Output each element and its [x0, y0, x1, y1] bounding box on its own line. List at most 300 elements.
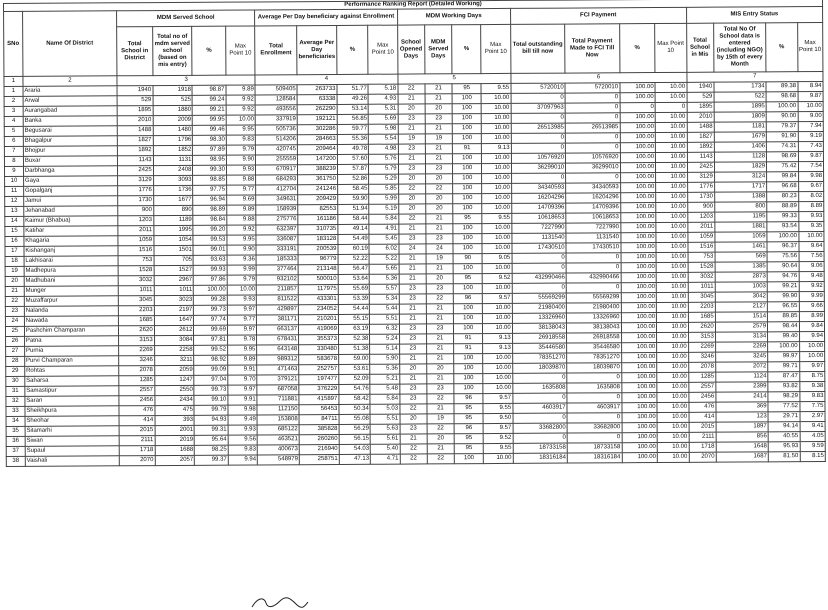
row-value-cell: 8.89	[798, 201, 824, 211]
row-value-cell: 1852	[153, 145, 193, 155]
row-value-cell: 75.56	[767, 252, 798, 262]
row-value-cell: 19	[398, 134, 425, 144]
row-value-cell: 1648	[716, 442, 768, 452]
row-value-cell: 262290	[297, 104, 337, 114]
row-value-cell: 414	[689, 412, 716, 422]
row-value-cell: 74.31	[766, 142, 797, 152]
row-value-cell: 100.00	[621, 263, 657, 273]
row-value-cell: 475	[155, 405, 195, 415]
row-value-cell: 5.40	[371, 444, 400, 454]
row-value-cell: 1181	[714, 122, 766, 132]
row-value-cell: 20	[426, 204, 453, 214]
row-value-cell: 0	[565, 113, 619, 123]
row-value-cell: 5.48	[370, 384, 399, 394]
row-value-cell: 330480	[299, 344, 339, 354]
row-value-cell: 10.00	[656, 222, 687, 232]
row-value-cell: 9.13	[483, 333, 512, 343]
row-value-cell: 711881	[257, 395, 299, 405]
row-value-cell: 3153	[688, 332, 715, 342]
row-value-cell: 420745	[256, 145, 298, 155]
row-sno: 37	[6, 446, 25, 456]
row-value-cell: 9.92	[227, 225, 256, 235]
row-value-cell: 1143	[687, 152, 714, 162]
row-value-cell: 2.97	[800, 411, 826, 421]
row-value-cell: 1388	[714, 192, 766, 202]
row-value-cell: 9.64	[799, 241, 825, 251]
row-value-cell: 49.78	[337, 144, 368, 154]
row-sno: 8	[4, 156, 23, 166]
row-value-cell: 5.24	[370, 334, 399, 344]
row-value-cell: 9.70	[228, 375, 257, 385]
row-value-cell: 10.00	[799, 351, 825, 361]
row-value-cell: 21	[425, 94, 452, 104]
row-value-cell: 2873	[715, 272, 767, 282]
row-value-cell: 98.69	[767, 152, 798, 162]
row-value-cell: 10.00	[655, 132, 686, 142]
row-value-cell: 5.54	[369, 134, 398, 144]
row-value-cell: 385828	[299, 424, 339, 434]
row-value-cell: 310735	[298, 224, 338, 234]
row-value-cell: 7.75	[799, 401, 825, 411]
row-district-name: Nawada	[24, 316, 118, 327]
row-sno: 22	[5, 296, 24, 306]
row-sno: 29	[6, 366, 25, 376]
row-value-cell: 1730	[118, 196, 154, 206]
row-district-name: Bhagalpur	[23, 136, 117, 147]
row-value-cell: 90.00	[766, 112, 797, 122]
row-value-cell: 6.02	[369, 244, 398, 254]
row-value-cell: 2019	[155, 435, 195, 445]
row-value-cell: 1203	[118, 216, 154, 226]
row-value-cell: 10.00	[656, 202, 687, 212]
row-district-name: Buxar	[23, 156, 117, 167]
row-value-cell: 1718	[689, 442, 716, 452]
row-value-cell: 5.31	[368, 104, 397, 114]
row-value-cell: 100.00	[621, 253, 657, 263]
row-value-cell: 505736	[255, 125, 297, 135]
row-value-cell: 1514	[715, 312, 767, 322]
row-value-cell: 35446580	[567, 343, 621, 353]
row-value-cell: 1011	[154, 285, 194, 295]
row-value-cell: 10.00	[657, 312, 688, 322]
row-value-cell: 100.00	[621, 313, 657, 323]
row-value-cell: 400673	[257, 445, 299, 455]
row-value-cell: 10.00	[655, 112, 686, 122]
row-value-cell: 26513985	[511, 123, 565, 133]
row-value-cell: 1796	[153, 135, 193, 145]
row-value-cell: 3093	[153, 175, 193, 185]
row-value-cell: 0	[512, 263, 566, 273]
row-value-cell: 9.79	[227, 275, 256, 285]
row-value-cell: 2015	[689, 422, 716, 432]
row-value-cell: 9.55	[483, 403, 512, 413]
row-value-cell: 1528	[118, 266, 154, 276]
row-sno: 27	[6, 346, 25, 356]
row-value-cell: 18039870	[567, 363, 621, 373]
row-value-cell: 99.71	[768, 362, 799, 372]
row-value-cell: 0	[566, 283, 620, 293]
row-value-cell: 1717	[714, 182, 766, 192]
row-value-cell: 2620	[688, 322, 715, 332]
row-value-cell: 10.00	[657, 382, 688, 392]
row-value-cell: 2057	[155, 455, 195, 465]
row-value-cell: 10.00	[482, 193, 511, 203]
row-value-cell: 255559	[256, 155, 298, 165]
row-value-cell: 9.88	[226, 175, 255, 185]
row-value-cell: 117975	[298, 284, 338, 294]
row-value-cell: 10.00	[226, 115, 255, 125]
row-value-cell: 17430510	[566, 243, 620, 253]
row-value-cell: 5.63	[370, 424, 399, 434]
row-value-cell: 100	[453, 304, 482, 314]
row-value-cell: 2111	[119, 436, 155, 446]
row-value-cell: 2967	[154, 275, 194, 285]
row-value-cell: 100.00	[621, 333, 657, 343]
row-district-name: Nalanda	[24, 306, 118, 317]
row-value-cell: 5.21	[370, 374, 399, 384]
row-value-cell: 252757	[299, 364, 339, 374]
row-value-cell: 856	[716, 432, 768, 442]
row-value-cell: 100.00	[621, 273, 657, 283]
row-district-name: Saran	[25, 396, 119, 407]
row-value-cell: 10.00	[657, 362, 688, 372]
row-value-cell: 100	[452, 134, 481, 144]
row-value-cell: 100.00	[622, 433, 658, 443]
row-value-cell: 355373	[299, 334, 339, 344]
row-value-cell: 4.91	[369, 224, 398, 234]
row-value-cell: 100.00	[620, 133, 656, 143]
row-value-cell: 5.14	[370, 344, 399, 354]
row-value-cell: 2258	[154, 345, 194, 355]
row-value-cell: 22	[398, 184, 425, 194]
row-value-cell: 10.00	[656, 292, 687, 302]
row-value-cell: 1059	[715, 232, 767, 242]
row-value-cell: 463521	[257, 435, 299, 445]
row-value-cell: 100.00	[621, 343, 657, 353]
row-value-cell: 23	[426, 234, 453, 244]
header-fci-max-point: Max Point 10	[655, 23, 687, 72]
row-value-cell: 9.19	[798, 131, 824, 141]
row-value-cell: 5.65	[369, 264, 398, 274]
row-value-cell: 21	[426, 214, 453, 224]
row-value-cell: 56.15	[339, 434, 370, 444]
row-district-name: Jehanabad	[24, 206, 118, 217]
row-value-cell: 1128	[714, 152, 766, 162]
row-value-cell: 8.94	[798, 81, 824, 91]
row-value-cell: 100	[454, 324, 483, 334]
group-fci-payment: FCI Payment	[510, 7, 686, 24]
row-value-cell: 10.00	[657, 342, 688, 352]
row-value-cell: 0	[511, 113, 565, 123]
row-value-cell: 1203	[687, 212, 714, 222]
row-value-cell: 23	[399, 334, 426, 344]
row-value-cell: 96.94	[193, 195, 227, 205]
row-value-cell: 10.00	[482, 233, 511, 243]
row-value-cell: 9.97	[227, 305, 256, 315]
row-value-cell: 94.76	[767, 272, 798, 282]
row-value-cell: 99.21	[767, 282, 798, 292]
row-sno: 18	[5, 256, 24, 266]
row-value-cell: 100.00	[620, 203, 656, 213]
row-value-cell: 23	[399, 294, 426, 304]
row-value-cell: 22	[427, 424, 454, 434]
row-value-cell: 91	[454, 344, 483, 354]
row-value-cell: 100.00	[622, 453, 658, 463]
group-avg-beneficiary: Average Per Day beneficiary against Enrollment	[255, 9, 397, 26]
row-value-cell: 58.45	[338, 184, 369, 194]
row-value-cell: 9.05	[482, 253, 511, 263]
row-value-cell: 192121	[297, 114, 337, 124]
row-value-cell: 9.52	[484, 433, 513, 443]
row-value-cell: 10.00	[483, 353, 512, 363]
row-value-cell: 52.38	[338, 334, 369, 344]
row-value-cell: 10.00	[657, 452, 688, 462]
row-value-cell: 9.83	[226, 135, 255, 145]
row-district-name: Rohtas	[25, 366, 119, 377]
row-value-cell: 158939	[256, 205, 298, 215]
row-value-cell: 23	[425, 164, 452, 174]
row-value-cell: 9.41	[800, 421, 826, 431]
row-district-name: Muzaffarpur	[24, 296, 118, 307]
row-value-cell: 100.00	[767, 232, 798, 242]
row-value-cell: 10.00	[798, 101, 824, 111]
row-value-cell: 99.46	[193, 125, 227, 135]
row-value-cell: 55569299	[566, 293, 620, 303]
row-value-cell: 59.77	[337, 124, 368, 134]
row-value-cell: 9.00	[798, 111, 824, 121]
row-value-cell: 99.97	[768, 352, 799, 362]
row-value-cell: 9.98	[798, 171, 824, 181]
row-value-cell: 97.74	[194, 315, 228, 325]
row-value-cell: 1829	[714, 162, 766, 172]
row-value-cell: 50.34	[339, 404, 370, 414]
row-value-cell: 8.99	[799, 311, 825, 321]
row-sno: 16	[5, 236, 24, 246]
row-value-cell: 21	[427, 374, 454, 384]
row-value-cell: 1685	[688, 312, 715, 322]
row-value-cell: 20	[400, 414, 427, 424]
report-sheet	[3, 0, 828, 467]
row-value-cell: 5.18	[368, 84, 397, 94]
row-value-cell: 9.55	[484, 443, 513, 453]
row-district-name: Purnia	[24, 346, 118, 357]
row-value-cell: 26918558	[512, 333, 566, 343]
row-value-cell: 10.00	[656, 262, 687, 272]
row-value-cell: 99.37	[195, 455, 229, 465]
row-value-cell: 1892	[117, 146, 153, 156]
row-value-cell: 7.56	[799, 251, 825, 261]
row-value-cell: 10576920	[511, 153, 565, 163]
row-value-cell: 1131540	[512, 233, 566, 243]
row-value-cell: 1827	[687, 132, 714, 142]
row-value-cell: 91	[454, 334, 483, 344]
row-value-cell: 99.95	[193, 115, 227, 125]
row-value-cell: 1918	[153, 85, 193, 95]
row-value-cell: 26513985	[565, 123, 619, 133]
row-value-cell: 21	[425, 124, 452, 134]
row-sno: 34	[6, 416, 25, 426]
row-district-name: Gopalganj	[23, 186, 117, 197]
row-value-cell: 99.01	[193, 245, 227, 255]
row-value-cell: 5.76	[369, 154, 398, 164]
row-value-cell: 3153	[119, 336, 155, 346]
row-value-cell: 0	[565, 93, 619, 103]
row-value-cell: 9.66	[799, 301, 825, 311]
row-value-cell: 1677	[153, 195, 193, 205]
row-value-cell: 54.76	[339, 384, 370, 394]
row-value-cell: 96779	[298, 254, 338, 264]
row-district-name: Begusarai	[23, 126, 117, 137]
row-value-cell: 10.00	[482, 243, 511, 253]
row-value-cell: 23	[400, 424, 427, 434]
row-value-cell: 0	[513, 393, 567, 403]
row-value-cell: 9.55	[482, 213, 511, 223]
row-value-cell: 10.00	[483, 313, 512, 323]
row-value-cell: 1827	[117, 136, 153, 146]
row-district-name: Siwan	[25, 436, 119, 447]
row-value-cell: 10.00	[657, 392, 688, 402]
row-value-cell: 99.20	[193, 225, 227, 235]
row-district-name: Arwal	[23, 96, 117, 107]
row-value-cell: 22	[398, 214, 425, 224]
row-value-cell: 1527	[154, 265, 194, 275]
row-value-cell: 23	[426, 284, 453, 294]
row-value-cell: 5.69	[368, 114, 397, 124]
row-value-cell: 1501	[154, 245, 194, 255]
row-value-cell: 548979	[258, 455, 300, 465]
row-value-cell: 84711	[299, 414, 339, 424]
row-value-cell: 97.81	[194, 335, 228, 345]
header-mis-pct: %	[766, 23, 798, 72]
row-value-cell: 99.33	[767, 212, 798, 222]
row-value-cell: 10.00	[656, 182, 687, 192]
row-district-name: Sitamarhi	[25, 426, 119, 437]
row-value-cell: 10618653	[511, 213, 565, 223]
row-value-cell: 95	[453, 214, 482, 224]
row-value-cell: 22	[400, 444, 427, 454]
row-value-cell: 95.93	[768, 442, 799, 452]
row-value-cell: 100	[452, 114, 481, 124]
row-value-cell: 1940	[117, 86, 153, 96]
row-district-name: Supaul	[25, 446, 119, 457]
header-fci-pct: %	[619, 24, 655, 73]
row-value-cell: 275776	[256, 215, 298, 225]
row-value-cell: 2070	[689, 452, 716, 462]
signature-mark	[250, 595, 310, 609]
header-days-max-point: Max Point 10	[481, 24, 511, 73]
row-value-cell: 10.00	[656, 302, 687, 312]
row-value-cell: 1895	[687, 102, 714, 112]
row-value-cell: 21	[425, 144, 452, 154]
row-value-cell: 100.00	[620, 153, 656, 163]
row-value-cell: 678431	[257, 335, 299, 345]
row-district-name: Jamui	[24, 196, 118, 207]
row-sno: 13	[5, 206, 24, 216]
row-district-name: Gaya	[23, 176, 117, 187]
row-value-cell: 88.89	[767, 202, 798, 212]
row-value-cell: 10.00	[656, 252, 687, 262]
row-sno: 14	[5, 216, 24, 226]
header-sno: SNo	[4, 11, 23, 76]
row-value-cell: 99.09	[194, 365, 228, 375]
row-value-cell: 58.44	[338, 214, 369, 224]
row-value-cell: 9.95	[228, 345, 257, 355]
row-value-cell: 10.00	[799, 341, 825, 351]
row-value-cell: 22	[425, 184, 452, 194]
row-value-cell: 7.54	[798, 161, 824, 171]
row-value-cell: 100	[452, 104, 481, 114]
row-value-cell: 10.00	[656, 242, 687, 252]
row-sno: 11	[5, 186, 24, 196]
row-value-cell: 100.00	[620, 183, 656, 193]
header-avg-pct: %	[337, 25, 369, 74]
row-sno: 28	[6, 356, 25, 366]
row-value-cell: 3134	[715, 332, 767, 342]
row-value-cell: 63.19	[338, 324, 369, 334]
row-value-cell: 1776	[687, 182, 714, 192]
row-value-cell: 100.00	[620, 193, 656, 203]
row-value-cell: 1011	[688, 282, 715, 292]
row-value-cell: 9.91	[228, 395, 257, 405]
row-value-cell: 8.15	[800, 451, 826, 461]
row-value-cell: 21	[427, 444, 454, 454]
row-value-cell: 9.59	[800, 441, 826, 451]
row-value-cell: 9.83	[799, 391, 825, 401]
row-value-cell: 100	[453, 314, 482, 324]
row-value-cell: 5.51	[370, 314, 399, 324]
row-value-cell: 99.40	[768, 332, 799, 342]
row-value-cell: 97.86	[194, 275, 228, 285]
row-value-cell: 10618653	[566, 213, 620, 223]
row-value-cell: 100.00	[622, 443, 658, 453]
row-value-cell: 9.67	[798, 181, 824, 191]
row-district-name: Munger	[24, 286, 118, 297]
row-value-cell: 5.29	[369, 174, 398, 184]
row-value-cell: 81.50	[768, 452, 799, 462]
row-value-cell: 59.00	[339, 354, 370, 364]
row-value-cell: 18733158	[567, 443, 621, 453]
row-value-cell: 23	[399, 234, 426, 244]
row-value-cell: 93.63	[193, 255, 227, 265]
row-value-cell: 98.95	[193, 155, 227, 165]
row-value-cell: 0	[565, 103, 619, 113]
row-value-cell: 9.83	[228, 445, 257, 455]
row-value-cell: 10.00	[482, 173, 511, 183]
row-value-cell: 209429	[298, 194, 338, 204]
row-value-cell: 55.69	[338, 284, 369, 294]
row-value-cell: 10.00	[482, 163, 511, 173]
row-value-cell: 1195	[715, 212, 767, 222]
row-value-cell: 429897	[257, 305, 299, 315]
row-value-cell: 14709396	[511, 203, 565, 213]
col-number: 5	[398, 73, 511, 84]
row-value-cell: 900	[118, 206, 154, 216]
row-value-cell: 100.00	[768, 342, 799, 352]
row-value-cell: 99.31	[195, 425, 229, 435]
row-value-cell: 9.52	[483, 273, 512, 283]
row-value-cell: 432990466	[566, 273, 620, 283]
row-value-cell: 22	[400, 404, 427, 414]
row-value-cell: 52.22	[338, 254, 369, 264]
col-number: 2	[23, 76, 117, 87]
row-value-cell: 100	[452, 94, 481, 104]
row-value-cell: 100.00	[622, 403, 658, 413]
row-value-cell: 58.42	[339, 394, 370, 404]
header-school-opened-days: School Opened Days	[397, 25, 425, 74]
row-value-cell: 2425	[687, 162, 714, 172]
row-value-cell: 10.00	[483, 383, 512, 393]
row-district-name: Lakhisarai	[24, 256, 118, 267]
